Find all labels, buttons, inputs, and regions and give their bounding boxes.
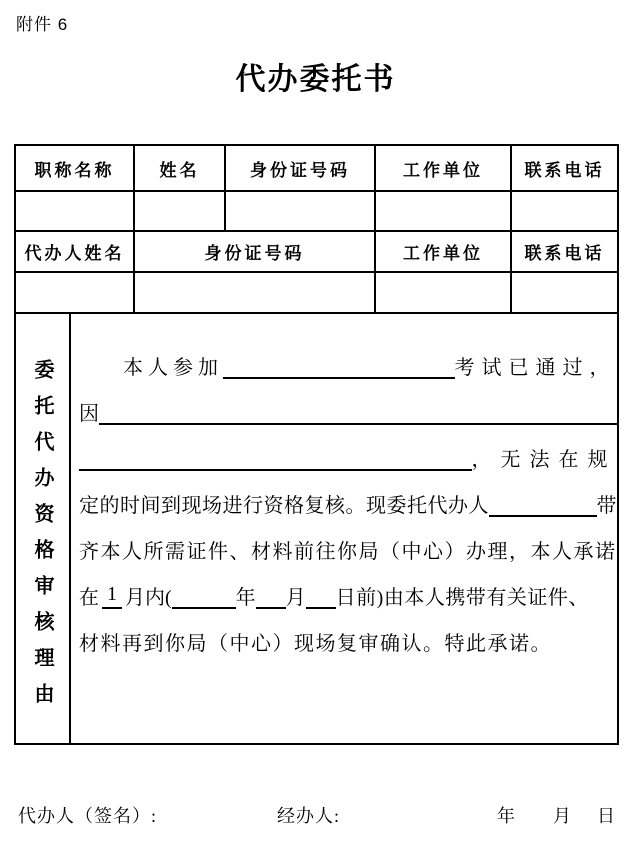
reason-statement: [71, 314, 623, 743]
blank-cell-agent-work-unit: [375, 272, 511, 313]
header-cell-phone: 联系电话: [511, 145, 618, 191]
reason-line4-prefix: 定的时间到现场进行资格复核。现委托代办人: [79, 494, 489, 517]
reason-line-4: [79, 480, 617, 526]
blank-reason-1: [99, 401, 617, 425]
reason-row: [15, 313, 618, 744]
agent-header-row: [15, 231, 618, 272]
reason-line7-text: 材料再到你局（中心）现场复审确认。特此承诺。: [79, 632, 552, 655]
year-label-inline: 年: [235, 586, 256, 609]
blank-cell-agent-phone: [511, 272, 618, 313]
reason-line2-prefix: 因: [79, 402, 99, 425]
header-cell-id-number: 身份证号码: [225, 145, 375, 191]
blank-cell-agent-name: [15, 272, 134, 313]
reason-line4-suffix: 带: [596, 494, 617, 517]
document-title: 代办委托书: [235, 63, 396, 96]
agent-signature-label: 代办人（签名）:: [18, 806, 158, 826]
header-cell-agent-work-unit: 工作单位: [375, 231, 511, 272]
header-cell-agent-name: 代办人姓名: [15, 231, 134, 272]
signature-footer: [0, 802, 631, 828]
blank-agent-name: [489, 493, 597, 517]
attachment-label: 附件 6: [16, 15, 69, 34]
reason-line-5: [79, 526, 617, 572]
handler-label: 经办人:: [277, 806, 341, 826]
blank-cell-title-name: [15, 191, 134, 231]
header-cell-title-name: 职称名称: [15, 145, 134, 191]
reason-line1-suffix: 考试已通过，: [454, 356, 617, 379]
authorization-form-table: [14, 144, 619, 745]
footer-day-label: 日: [597, 806, 616, 826]
blank-cell-work-unit: [375, 191, 511, 231]
reason-cell: [15, 313, 618, 744]
month-label-inline: 月: [285, 586, 306, 609]
blank-reason-2: [79, 447, 472, 471]
header-cell-agent-id-number: 身份证号码: [134, 231, 375, 272]
blank-cell-id-number: [225, 191, 375, 231]
header-cell-name: 姓名: [134, 145, 225, 191]
reason-line-6: [79, 572, 617, 618]
blank-cell-name: [134, 191, 225, 231]
reason-line6-seg2: 月内(: [125, 586, 172, 609]
reason-line-3: [79, 434, 617, 480]
header-cell-agent-phone: 联系电话: [511, 231, 618, 272]
reason-line6-seg1: 在: [79, 586, 99, 609]
reason-line6-suffix: 日前)由本人携带有关证件、: [335, 586, 589, 609]
months-value-underlined: 1: [102, 581, 122, 609]
reason-line-7: [79, 618, 617, 664]
footer-year-label: 年: [497, 806, 516, 826]
reason-label-vertical: 委托代办资格审核理由: [31, 358, 53, 719]
blank-cell-agent-id-number: [134, 272, 375, 313]
header-cell-work-unit: 工作单位: [375, 145, 511, 191]
blank-year: [172, 585, 236, 609]
reason-line3-suffix: ，无法在规: [471, 448, 617, 471]
reason-line1-prefix: 本人参加: [123, 356, 223, 379]
blank-day: [306, 585, 336, 609]
blank-exam-name: [223, 355, 455, 379]
blank-month: [256, 585, 286, 609]
blank-cell-phone: [511, 191, 618, 231]
reason-label-column: [16, 314, 71, 743]
reason-line5-text: 齐本人所需证件、材料前往你局（中心）办理，本人承诺: [79, 540, 617, 563]
agent-blank-row: [15, 272, 618, 313]
reason-line-1: [79, 342, 617, 388]
footer-month-label: 月: [553, 806, 572, 826]
reason-line-2: [79, 388, 617, 434]
applicant-header-row: [15, 145, 618, 191]
applicant-blank-row: [15, 191, 618, 231]
